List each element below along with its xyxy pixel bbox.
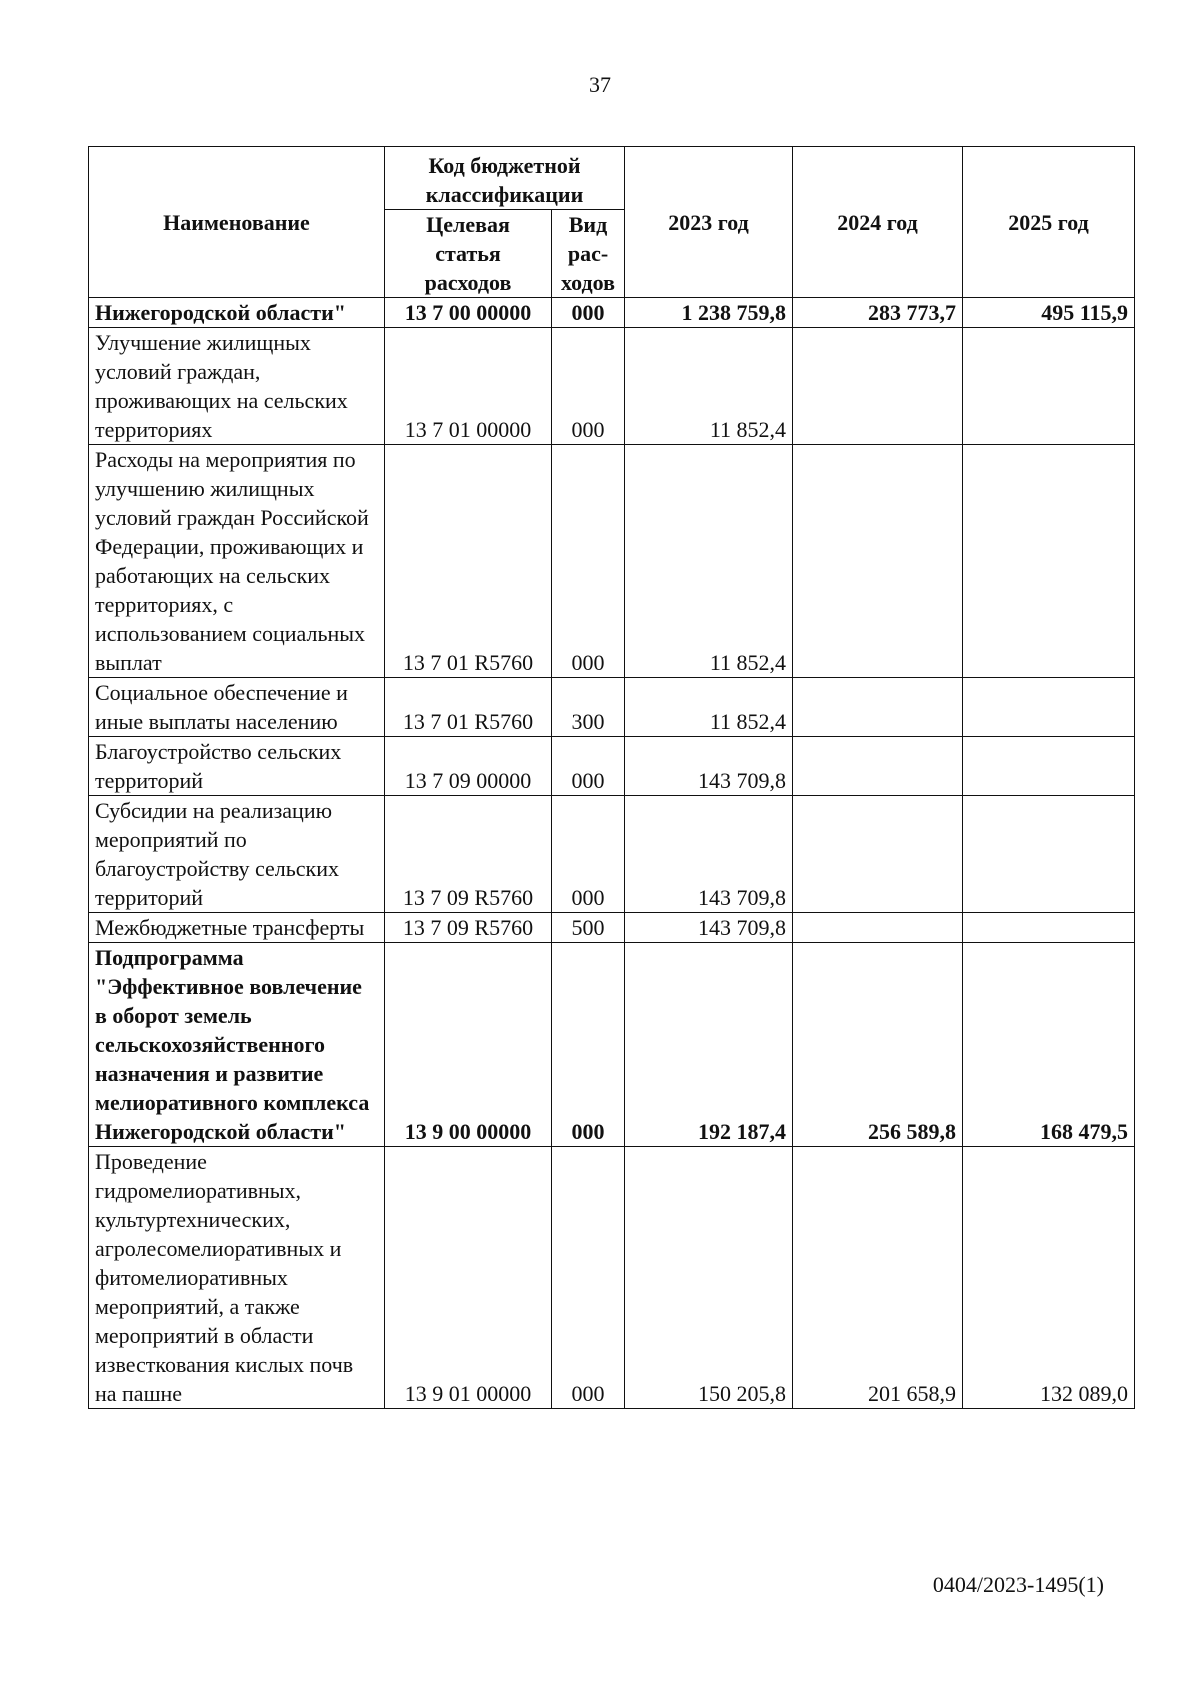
- row-name: Расходы на мероприятия по улучшению жилищных условий граждан Российской Федерации, проживающих и работающих на сельских территориях, с использованием социальных выплат: [89, 445, 385, 678]
- row-code: 13 7 09 R5760: [385, 913, 552, 943]
- row-name: Улучшение жилищных условий граждан, проживающих на сельских территориях: [89, 328, 385, 445]
- row-2023: 150 205,8: [625, 1147, 793, 1409]
- document-number: 0404/2023-1495(1): [932, 1572, 1104, 1597]
- row-2025: [963, 913, 1135, 943]
- row-2023: 11 852,4: [625, 445, 793, 678]
- header-row-top: [89, 147, 1135, 210]
- table-row: [89, 328, 1135, 445]
- header-2025: 2025 год: [963, 147, 1135, 298]
- row-2025: [963, 445, 1135, 678]
- row-2024: [793, 445, 963, 678]
- row-2025: [963, 328, 1135, 445]
- row-type: 000: [552, 1147, 625, 1409]
- row-type: 000: [552, 796, 625, 913]
- row-name: Подпрограмма "Эффективное вовлечение в оборот земель сельскохозяйственного назначения и развитие мелиоративного комплекса Нижегородской области": [89, 943, 385, 1147]
- table-row: [89, 298, 1135, 328]
- row-code: 13 7 09 R5760: [385, 796, 552, 913]
- header-expense-type: Вид рас-ходов: [552, 210, 625, 298]
- row-2025: 168 479,5: [963, 943, 1135, 1147]
- row-2025: [963, 737, 1135, 796]
- row-type: 000: [552, 943, 625, 1147]
- row-name: Социальное обеспечение и иные выплаты населению: [89, 678, 385, 737]
- row-type: 000: [552, 328, 625, 445]
- row-name: Субсидии на реализацию мероприятий по благоустройству сельских территорий: [89, 796, 385, 913]
- row-2024: [793, 796, 963, 913]
- row-type: 000: [552, 298, 625, 328]
- budget-table: [88, 146, 1135, 1409]
- row-name: Благоустройство сельских территорий: [89, 737, 385, 796]
- row-2023: 11 852,4: [625, 678, 793, 737]
- row-code: 13 9 00 00000: [385, 943, 552, 1147]
- table-row: [89, 913, 1135, 943]
- header-code-group: Код бюджетной классификации: [385, 147, 625, 210]
- row-2024: [793, 737, 963, 796]
- row-type: 300: [552, 678, 625, 737]
- row-2025: 495 115,9: [963, 298, 1135, 328]
- row-2024: 201 658,9: [793, 1147, 963, 1409]
- row-2024: [793, 328, 963, 445]
- header-2024: 2024 год: [793, 147, 963, 298]
- row-2023: 143 709,8: [625, 913, 793, 943]
- row-2024: 256 589,8: [793, 943, 963, 1147]
- row-name: Нижегородской области": [89, 298, 385, 328]
- row-2024: [793, 678, 963, 737]
- table-row: [89, 678, 1135, 737]
- row-2025: 132 089,0: [963, 1147, 1135, 1409]
- row-code: 13 7 01 00000: [385, 328, 552, 445]
- row-code: 13 9 01 00000: [385, 1147, 552, 1409]
- row-code: 13 7 01 R5760: [385, 678, 552, 737]
- row-type: 000: [552, 445, 625, 678]
- table-row: [89, 445, 1135, 678]
- row-2024: 283 773,7: [793, 298, 963, 328]
- row-type: 000: [552, 737, 625, 796]
- row-code: 13 7 09 00000: [385, 737, 552, 796]
- row-type: 500: [552, 913, 625, 943]
- table-row: [89, 796, 1135, 913]
- table-row: [89, 943, 1135, 1147]
- row-name: Проведение гидромелиоративных, культуртехнических, агролесомелиоративных и фитомелиоративных мероприятий, а также мероприятий в области известкования кислых почв на пашне: [89, 1147, 385, 1409]
- table-row: [89, 1147, 1135, 1409]
- row-2023: 1 238 759,8: [625, 298, 793, 328]
- row-2023: 143 709,8: [625, 737, 793, 796]
- page-number: 37: [589, 72, 611, 97]
- row-2025: [963, 678, 1135, 737]
- header-target-article: Целевая статья расходов: [385, 210, 552, 298]
- header-2023: 2023 год: [625, 147, 793, 298]
- row-2023: 11 852,4: [625, 328, 793, 445]
- row-code: 13 7 01 R5760: [385, 445, 552, 678]
- row-2024: [793, 913, 963, 943]
- header-name: Наименование: [89, 147, 385, 298]
- row-2023: 192 187,4: [625, 943, 793, 1147]
- table-row: [89, 737, 1135, 796]
- row-2023: 143 709,8: [625, 796, 793, 913]
- row-code: 13 7 00 00000: [385, 298, 552, 328]
- row-name: Межбюджетные трансферты: [89, 913, 385, 943]
- row-2025: [963, 796, 1135, 913]
